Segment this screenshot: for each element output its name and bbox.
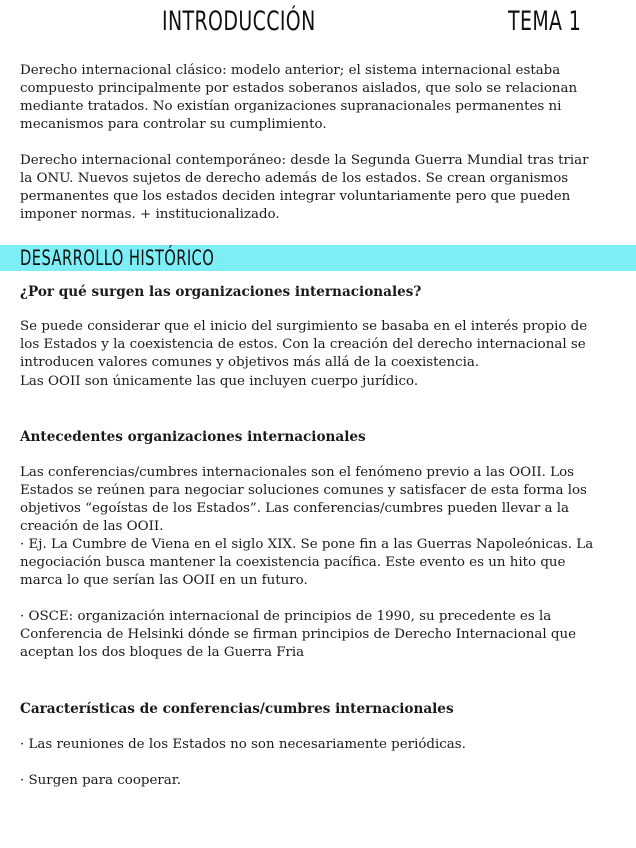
paragraph-conferences: Las conferencias/cumbres internacionales son el fenómeno previo a las OOII. Los Estados se reúnen para negociar soluciones comunes y satisfacer de esta forma los objetivos “egoístas de los Estados”. Las conferencias/cumbres pueden llevar a la creación de las OOII. — [20, 465, 587, 534]
intro-paragraph-classic: Derecho internacional clásico: modelo anterior; el sistema internacional estaba compuesto principalmente por estados soberanos aislados, que solo se relacionan mediante tratados. No existían organizaciones supranacionales permanentes ni mecanismos para controlar su cumplimiento. — [20, 63, 578, 132]
paragraph-origin: Se puede considerar que el inicio del surgimiento se basaba en el interés propio de los Estados y la coexistencia de estos. Con la creación del derecho internacional se introducen valores comunes y objetivos más allá de la coexistencia. — [20, 319, 588, 370]
heading-caracteristicas: Características de conferencias/cumbres internacionales — [20, 701, 454, 717]
intro-paragraph-contemporary: Derecho internacional contemporáneo: desde la Segunda Guerra Mundial tras triar la ONU. Nuevos sujetos de derecho además de los estados. Se crean organismos permanentes que los estados deciden integrar voluntariamente pero que pueden imponer normas. + institucionalizado. — [20, 153, 589, 222]
topic-label: TEMA 1 — [508, 6, 582, 37]
heading-why-organizations: ¿Por qué surgen las organizaciones internacionales? — [20, 284, 422, 300]
paragraph-ooii-legal: Las OOII son únicamente las que incluyen cuerpo jurídico. — [20, 374, 419, 389]
page-title: INTRODUCCIÓN — [162, 6, 316, 37]
heading-antecedentes: Antecedentes organizaciones internacionales — [20, 429, 366, 445]
paragraph-osce: · OSCE: organización internacional de principios de 1990, su precedente es la Conferencia de Helsinki dónde se firman principios de Derecho Internacional que aceptan los dos bloques de la Guerra Fria — [20, 609, 577, 660]
section-title: DESARROLLO HISTÓRICO — [20, 246, 215, 270]
list-item-periodic: · Las reuniones de los Estados no son necesariamente periódicas. — [20, 737, 466, 752]
paragraph-vienna: · Ej. La Cumbre de Viena en el siglo XIX. Se pone fin a las Guerras Napoleónicas. La negociación busca mantener la coexistencia pacífica. Este evento es un hito que marca lo que serían las OOII en un futuro. — [20, 537, 594, 588]
list-item-cooperate: · Surgen para cooperar. — [20, 773, 181, 788]
